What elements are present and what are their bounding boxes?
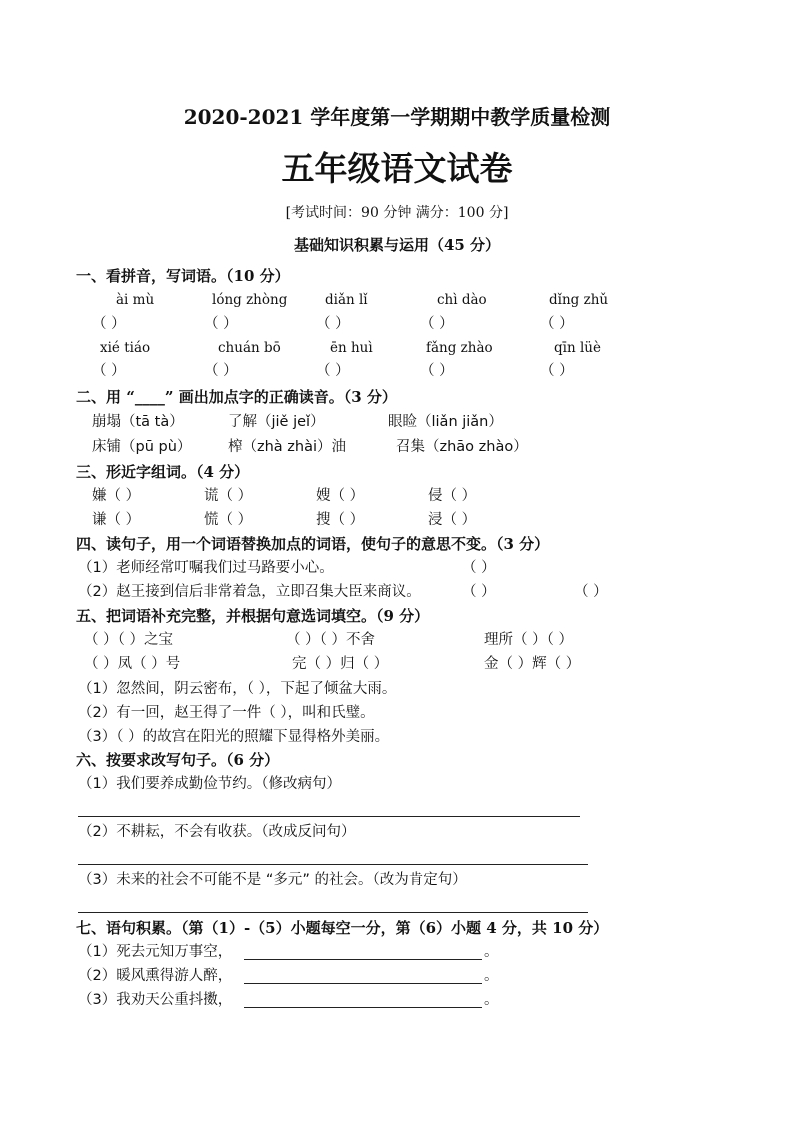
answer-line[interactable] [244, 959, 482, 960]
answer-blank[interactable]: （ ） [204, 316, 238, 332]
period: 。 [484, 992, 499, 1008]
idiom-item: （ ）凤（ ）号 [84, 656, 181, 672]
pinyin-2-1: xié tiáo [100, 340, 151, 356]
word-item: 嫂（ ） [316, 488, 365, 504]
answer-line[interactable] [78, 912, 588, 913]
section-3-heading: 三、形近字组词。（4 分） [76, 463, 250, 481]
answer-line[interactable] [78, 864, 588, 865]
reading-item: 床铺（pū pù） [92, 439, 192, 455]
answer-blank[interactable]: （ ） [574, 584, 608, 600]
answer-blank[interactable]: （ ） [462, 584, 496, 600]
word-item: 谎（ ） [204, 488, 253, 504]
reading-item: 了解（jiě jeǐ） [228, 414, 325, 430]
pinyin-1-5: dǐng zhǔ [549, 292, 609, 308]
idiom-item: （ ）（ ）之宝 [84, 632, 173, 648]
period: 。 [484, 968, 499, 984]
idiom-item: （ ）（ ）不舍 [286, 632, 375, 648]
answer-blank[interactable]: （ ） [316, 316, 350, 332]
rewrite-question: （2）不耕耘，不会有收获。（改成反问句） [78, 824, 356, 840]
idiom-item: 完（ ）归（ ） [292, 656, 389, 672]
answer-blank[interactable]: （ ） [540, 316, 574, 332]
reading-item: 榨（zhà zhài）油 [228, 439, 347, 455]
exam-title: 2020-2021 学年度第一学期期中教学质量检测 [183, 105, 611, 129]
rewrite-question: （1）我们要养成勤俭节约。（修改病句） [78, 776, 341, 792]
fill-sentence: （1）忽然间，阴云密布，（ ），下起了倾盆大雨。 [78, 681, 397, 697]
answer-blank[interactable]: （ ） [420, 363, 454, 379]
answer-blank[interactable]: （ ） [540, 363, 574, 379]
poem-line: （1）死去元知万事空， [78, 944, 233, 960]
answer-blank[interactable]: （ ） [462, 560, 496, 576]
pinyin-2-3: ēn huì [330, 340, 373, 356]
word-item: 搜（ ） [316, 512, 365, 528]
paper-title: 五年级语文试卷 [281, 149, 513, 188]
rewrite-question: （3）未来的社会不可能不是 “多元” 的社会。（改为肯定句） [78, 872, 467, 888]
sentence: （1）老师经常叮嘱我们过马路要小心。 [78, 560, 334, 576]
answer-blank[interactable]: （ ） [92, 316, 126, 332]
fill-sentence: （2）有一回，赵王得了一件（ ），叫和氏璧。 [78, 705, 375, 721]
word-item: 慌（ ） [204, 512, 253, 528]
answer-blank[interactable]: （ ） [204, 363, 238, 379]
section-5-heading: 五、把词语补充完整，并根据句意选词填空。（9 分） [76, 607, 430, 625]
word-item: 浸（ ） [428, 512, 477, 528]
pinyin-1-1: ài mù [116, 292, 155, 308]
section-4-heading: 四、读句子，用一个词语替换加点的词语，使句子的意思不变。（3 分） [76, 535, 550, 553]
sentence: （2）赵王接到信后非常着急，立即召集大臣来商议。 [78, 584, 421, 600]
poem-line: （2）暖风熏得游人醉， [78, 968, 233, 984]
reading-item: 崩塌（tā tà） [92, 414, 184, 430]
reading-item: 召集（zhāo zhào） [396, 439, 528, 455]
idiom-item: 理所（ ）（ ） [484, 632, 573, 648]
exam-info: [考试时间：90 分钟 满分：100 分] [285, 205, 509, 221]
word-item: 侵（ ） [428, 488, 477, 504]
pinyin-2-2: chuán bō [218, 340, 281, 356]
answer-line[interactable] [244, 983, 482, 984]
pinyin-2-5: qīn lüè [554, 340, 601, 356]
answer-line[interactable] [244, 1007, 482, 1008]
pinyin-1-2: lóng zhòng [212, 292, 288, 308]
idiom-item: 金（ ）辉（ ） [484, 656, 581, 672]
answer-blank[interactable]: （ ） [420, 316, 454, 332]
section-7-heading: 七、语句积累。（第（1）-（5）小题每空一分，第（6）小题 4 分，共 10 分） [76, 919, 609, 937]
section-1-heading: 一、看拼音，写词语。（10 分） [76, 267, 290, 285]
reading-item: 眼睑（liǎn jiǎn） [388, 414, 503, 430]
period: 。 [484, 944, 499, 960]
fill-sentence: （3）（ ）的故宫在阳光的照耀下显得格外美丽。 [78, 729, 390, 745]
pinyin-1-3: diǎn lǐ [325, 292, 368, 308]
answer-blank[interactable]: （ ） [92, 363, 126, 379]
section-2-heading: 二、用 “____” 画出加点字的正确读音。（3 分） [76, 388, 397, 406]
pinyin-1-4: chì dào [437, 292, 487, 308]
part-title: 基础知识积累与运用（45 分） [293, 236, 501, 254]
word-item: 谦（ ） [92, 512, 141, 528]
poem-line: （3）我劝天公重抖擞， [78, 992, 233, 1008]
answer-blank[interactable]: （ ） [316, 363, 350, 379]
word-item: 嫌（ ） [92, 488, 141, 504]
section-6-heading: 六、按要求改写句子。（6 分） [76, 751, 280, 769]
pinyin-2-4: fǎng zhào [426, 340, 493, 356]
answer-line[interactable] [78, 816, 580, 817]
